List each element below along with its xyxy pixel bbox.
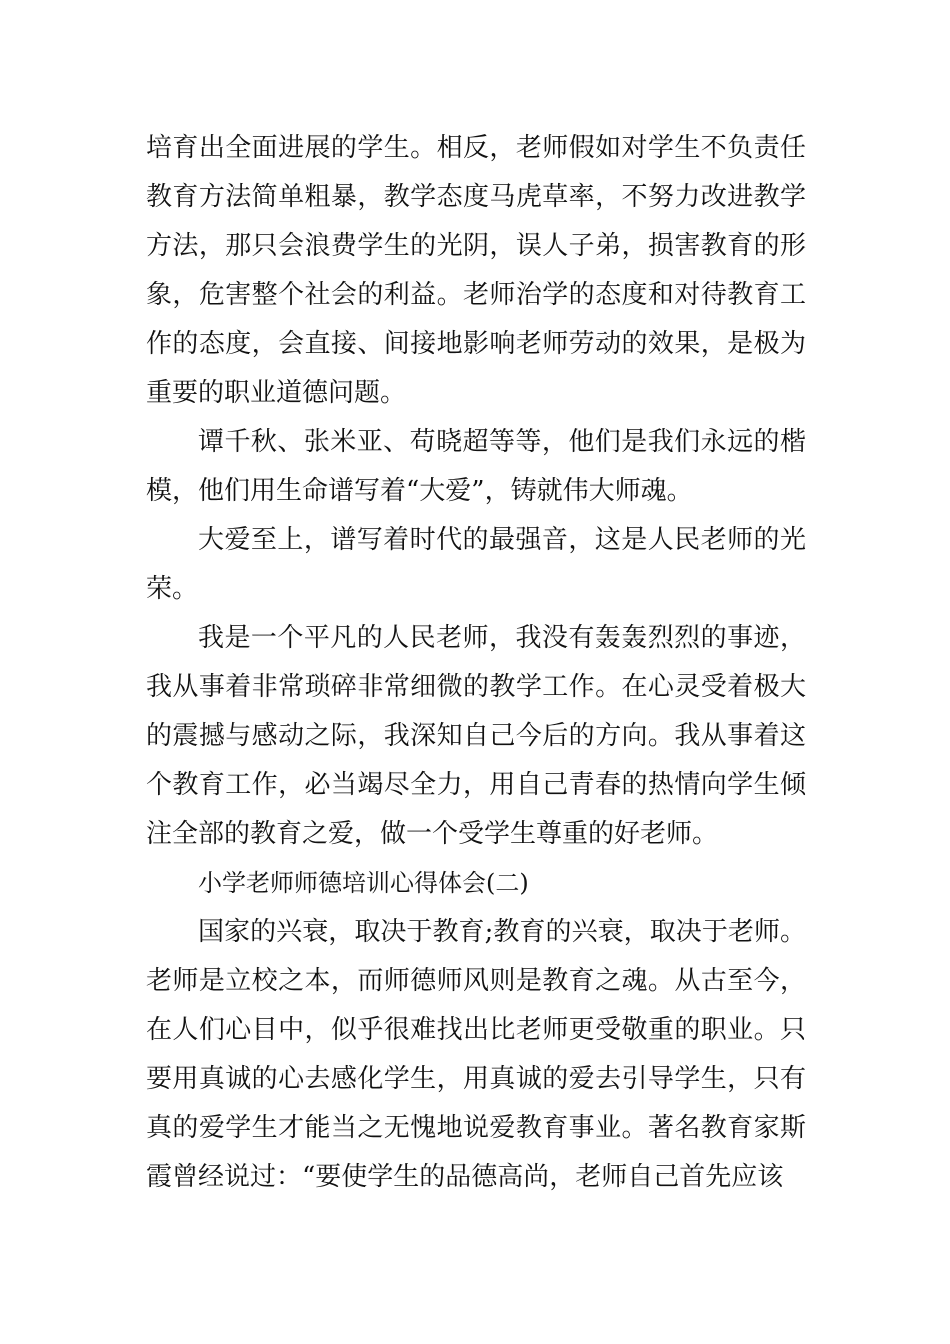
paragraph-continuation: 培育出全面进展的学生。相反，老师假如对学生不负责任教育方法简单粗暴，教学态度马虎草率，不努力改进教学方法，那只会浪费学生的光阴，误人子弟，损害教育的形象，危害整个社会的利益。老师治学的态度和对待教育工作的态度，会直接、间接地影响老师劳动的效果，是极为重要的职业道德问题。 (146, 133, 806, 408)
section-heading: 小学老师师德培训心得体会(二) (198, 869, 529, 897)
document-body (146, 124, 806, 1202)
paragraph-education: 国家的兴衰，取决于教育;教育的兴衰，取决于老师。老师是立校之本，而师德师风则是教育之魂。从古至今，在人们心目中，似乎很难找出比老师更受敬重的职业。只要用真诚的心去感化学生，用真诚的爱去引导学生，只有真的爱学生才能当之无愧地说爱教育事业。著名教育家斯霞曾经说过：“要使学生的品德高尚，老师自己首先应该 (146, 917, 806, 1192)
paragraph-great-love: 大爱至上，谱写着时代的最强音，这是人民老师的光荣。 (146, 525, 806, 604)
paragraph-ordinary-teacher: 我是一个平凡的人民老师，我没有轰轰烈烈的事迹，我从事着非常琐碎非常细微的教学工作。在心灵受着极大的震撼与感动之际，我深知自己今后的方向。我从事着这个教育工作，必当竭尽全力，用自己青春的热情向学生倾注全部的教育之爱，做一个受学生尊重的好老师。 (146, 623, 806, 849)
paragraph-role-models: 谭千秋、张米亚、苟晓超等等，他们是我们永远的楷模，他们用生命谱写着“大爱”，铸就伟大师魂。 (146, 427, 806, 506)
